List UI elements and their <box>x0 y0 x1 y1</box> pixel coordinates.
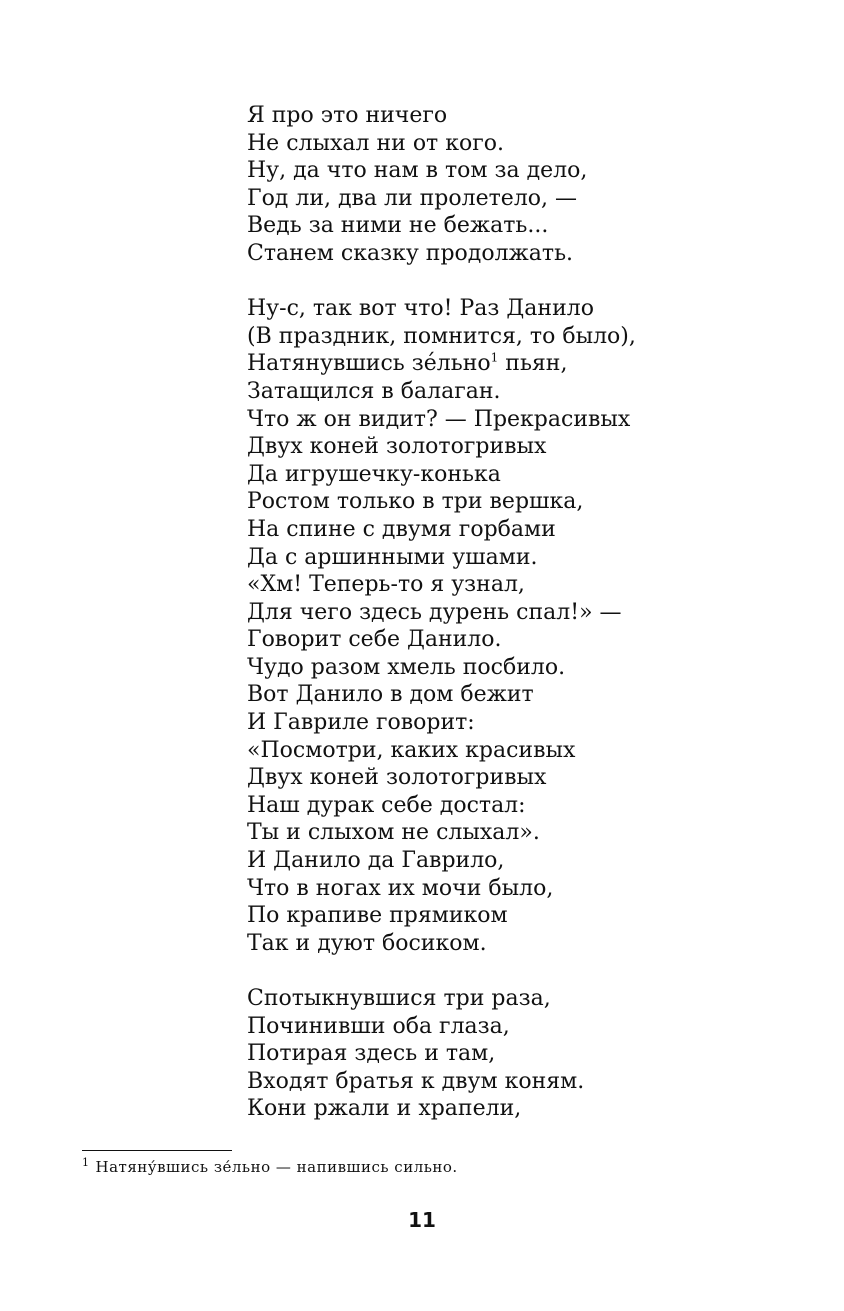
poem-line: Да игрушечку-конька <box>247 461 501 487</box>
poem-line: Наш дурак себе достал: <box>247 792 526 818</box>
poem-line: Ну-с, так вот что! Раз Данило <box>247 296 594 322</box>
poem-line: «Посмотри, каких красивых <box>247 737 576 763</box>
poem-line: Я про это ничего <box>247 103 448 128</box>
poem-line: Двух коней золотогривых <box>247 765 547 791</box>
poem-line: И Данило да Гаврило, <box>247 848 505 874</box>
stanza-gap <box>247 268 807 296</box>
poem-line: По крапиве прямиком <box>247 903 508 929</box>
poem-line: И Гавриле говорит: <box>247 710 475 736</box>
poem-line: Ростом только в три вершка, <box>247 489 584 515</box>
poem-line: Станем сказку продолжать. <box>247 240 574 266</box>
poem-line: (В праздник, помнится, то было), <box>247 323 636 349</box>
poem-line: На спине с двумя горбами <box>247 516 556 542</box>
poem-line: Ты и слыхом не слыхал». <box>247 820 540 846</box>
poem-line: Ведь за ними не бежать... <box>247 213 549 239</box>
poem-line: Вот Данило в дом бежит <box>247 682 534 708</box>
stanza-1 <box>247 102 807 268</box>
poem-line: Потирая здесь и там, <box>247 1041 496 1067</box>
poem-line: Год ли, два ли пролетело, — <box>247 185 578 211</box>
footnote-reference: 1 <box>490 351 499 366</box>
footnote-mark: 1 <box>82 1156 90 1169</box>
poem-line: Спотыкнувшися три раза, <box>247 986 551 1011</box>
poem-line: Ну, да что нам в том за дело, <box>247 158 588 184</box>
poem-line: Не слыхал ни от кого. <box>247 130 504 156</box>
stanza-3 <box>247 985 807 1123</box>
page-number: 11 <box>408 1208 436 1232</box>
footnote <box>82 1157 458 1177</box>
poem-text <box>247 102 807 1123</box>
line-text-after: пьян, <box>498 351 568 377</box>
footnote-divider <box>82 1150 232 1151</box>
footnote-text: Натяну́вшись зе́льно — напившись сильно. <box>95 1158 458 1176</box>
poem-line: Входят братья к двум коням. <box>247 1068 585 1094</box>
poem-line: Что ж он видит? — Прекрасивых <box>247 406 631 432</box>
poem-line: Кони ржали и храпели, <box>247 1096 522 1122</box>
poem-line: «Хм! Теперь-то я узнал, <box>247 572 525 598</box>
poem-line: Да с аршинными ушами. <box>247 544 538 570</box>
poem-line: Починивши оба глаза, <box>247 1013 510 1039</box>
poem-line: Так и дуют босиком. <box>247 930 487 956</box>
poem-line: Говорит себе Данило. <box>247 627 502 653</box>
poem-line: Двух коней золотогривых <box>247 434 547 460</box>
poem-line: Чудо разом хмель посбило. <box>247 654 566 680</box>
poem-line: Что в ногах их мочи было, <box>247 875 554 901</box>
poem-line: Затащился в балаган. <box>247 378 501 404</box>
stanza-gap <box>247 957 807 985</box>
poem-line: Для чего здесь дурень спал!» — <box>247 599 622 625</box>
poem-line <box>247 350 807 378</box>
stanza-2 <box>247 295 807 957</box>
line-text: Натянувшись зе́льно <box>247 351 491 377</box>
